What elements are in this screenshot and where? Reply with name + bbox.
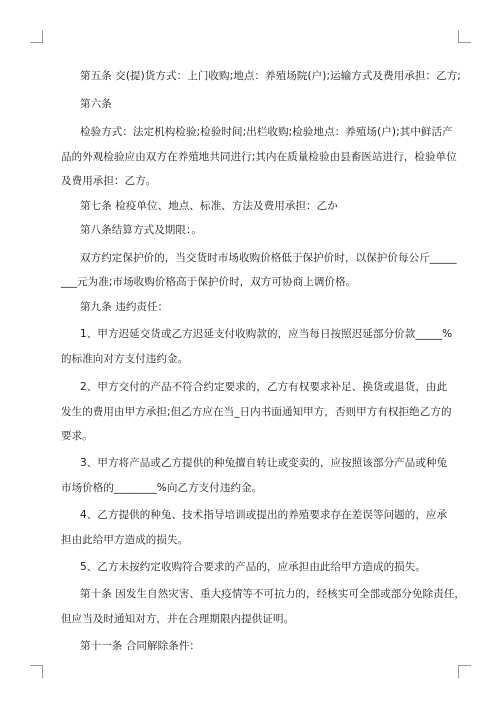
article-6-line-3: 及费用承担：乙方。: [61, 175, 157, 187]
clause-2-line-3: 要求。: [61, 430, 93, 442]
article-10-line-1: 第十条 因发生自然灾害、重大疫情等不可抗力的，经核实可全部或部分免除责任，: [80, 588, 466, 600]
article-10-line-2: 但应当及时通知对方，并在合理期限内提供证明。: [61, 613, 295, 625]
article-6-line-2: 品的外观检验应由双方在养殖地共同进行;其内在质量检验由县畜医站进行，检验单位: [61, 151, 457, 163]
clause-4-line-1: 4、乙方提供的种兔、技术指导培训或提出的养殖要求存在差误等问题的，应承: [80, 509, 448, 521]
protection-price-line-2: ___元为准;市场收购价格高于保护价时，双方可协商上调价格。: [61, 276, 357, 288]
clause-1-line-1: 1、甲方迟延交货或乙方迟延支付收购款的，应当每日按照迟延部分价款_____%: [80, 328, 453, 340]
crop-mark-bottom-right: [458, 665, 471, 678]
clause-4-line-2: 担由此给甲方造成的损失。: [61, 534, 189, 546]
crop-mark-bottom-left: [30, 665, 43, 678]
clause-3-line-1: 3、甲方将产品或乙方提供的种兔擅自转让或变卖的，应按照该部分产品或种兔: [80, 457, 448, 469]
clause-2-line-2: 发生的费用由甲方承担;但乙方应在当_日内书面通知甲方，否则甲方有权拒绝乙方的: [61, 406, 452, 418]
article-6-heading: 第六条: [80, 98, 112, 110]
clause-1-line-2: 的标准向对方支付违约金。: [61, 353, 189, 365]
article-9-heading: 第九条 违约责任：: [80, 301, 169, 313]
crop-mark-top-right: [458, 30, 471, 43]
article-5-line: 第五条 交(提)货方式：上门收购;地点：养殖场院(户);运输方式及费用承担：乙方;: [80, 70, 461, 82]
article-6-line-1: 检验方式：法定机构检验;检验时间;出栏收购;检验地点：养殖场(户);其中鲜活产: [80, 126, 453, 138]
article-8-line: 第八条结算方式及期限：。: [80, 224, 202, 236]
clause-3-line-2: 市场价格的________%向乙方支付违约金。: [61, 482, 263, 494]
clause-2-line-1: 2、甲方交付的产品不符合约定要求的，乙方有权要求补足、换货或退货，由此: [80, 381, 448, 393]
article-7-line: 第七条 检疫单位、地点、标准、方法及费用承担：乙か: [80, 200, 338, 212]
clause-5-line: 5、乙方未按约定收购符合要求的产品的，应承担由此给甲方造成的损失。: [80, 561, 426, 573]
article-11-heading: 第十一条 合同解除条件：: [80, 640, 201, 652]
protection-price-line-1: 双方约定保护价的，当交货时市场收购价格低于保护价时，以保护价每公斤_____: [80, 252, 457, 264]
crop-mark-top-left: [30, 30, 43, 43]
